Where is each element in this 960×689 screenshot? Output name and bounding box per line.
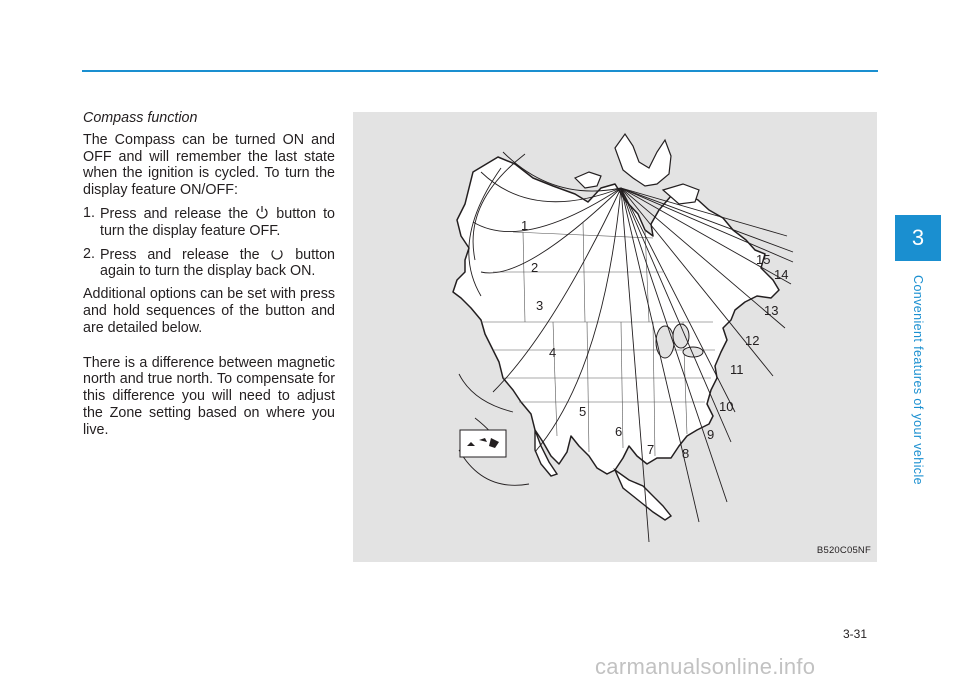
zone-label: 3	[536, 298, 544, 313]
step-number: 2.	[83, 245, 95, 262]
step-text-after: button again to turn the display back ON.	[100, 246, 335, 280]
compass-zone-map	[353, 112, 877, 562]
watermark: carmanualsonline.info	[595, 654, 816, 679]
step-2	[83, 246, 335, 281]
zone-label: 2	[531, 260, 539, 275]
north-america-map	[353, 112, 877, 562]
central-america	[615, 470, 671, 520]
zone-label: 7	[647, 442, 655, 457]
zone-label: 15	[756, 252, 771, 267]
step-1	[83, 205, 335, 240]
zone-label: 9	[707, 427, 715, 442]
step-text-before: Press and release the	[100, 205, 249, 222]
page-number: 3-31	[843, 627, 868, 641]
zone-label: 10	[719, 399, 734, 414]
step-number: 1.	[83, 204, 95, 221]
zone-label: 12	[745, 333, 760, 348]
intro-paragraph: The Compass can be turned ON and OFF and will remember the last state when the ignition is cycled. To turn the display feature ON/OFF:	[83, 131, 335, 199]
hawaii-inset	[460, 430, 506, 457]
additional-paragraph: Additional options can be set with press and hold sequences of the button and are detailed below.	[83, 286, 335, 336]
zone-label: 1	[521, 218, 529, 233]
zone-label: 11	[730, 362, 744, 377]
zone-label: 8	[682, 446, 690, 461]
step-text-before: Press and release the	[100, 246, 260, 263]
zone-label: 5	[579, 404, 587, 419]
zone-label: 4	[549, 345, 557, 360]
arctic-islands	[615, 134, 671, 186]
partial-circle-icon	[270, 246, 284, 260]
step-text-after: button to turn the display feature OFF.	[100, 205, 335, 239]
text-column	[83, 110, 335, 445]
zone-label: 13	[764, 303, 779, 318]
chapter-title: Convenient features of your vehicle	[911, 275, 925, 485]
zone-label: 14	[774, 267, 789, 282]
figure-code: B520C05NF	[816, 545, 871, 556]
zone-label: 6	[615, 424, 623, 439]
difference-paragraph: There is a difference between magnetic north and true north. To compensate for this difference you will need to adjust the Zone setting based on where you live.	[83, 354, 335, 438]
power-icon	[255, 205, 269, 219]
chapter-number-tab: 3	[895, 215, 941, 261]
section-heading: Compass function	[83, 110, 198, 126]
header-rule	[82, 70, 878, 72]
